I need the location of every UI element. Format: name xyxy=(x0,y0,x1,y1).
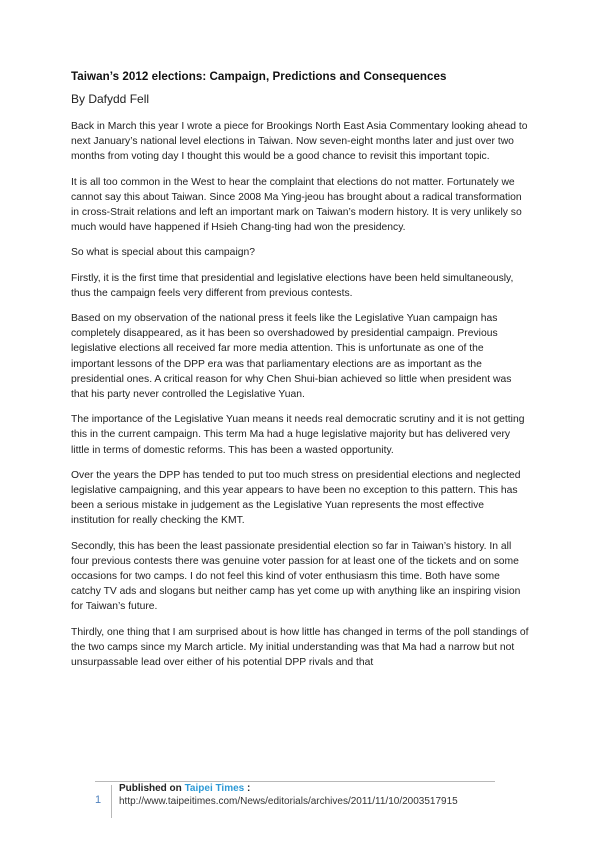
paragraph: So what is special about this campaign? xyxy=(71,247,255,259)
footer-colon: : xyxy=(244,783,251,794)
paragraph: The importance of the Legislative Yuan means it needs real democratic scrutiny and it is not getting this in the current campaign. This term Ma had a huge legislative majority but has delivered very little in terms of domestic reforms. This has been a wasted opportunity. xyxy=(71,414,525,456)
article xyxy=(71,70,529,680)
paragraph: Thirdly, one thing that I am surprised about is how little has changed in terms of the poll standings of the two camps since my March article. My initial understanding was that Ma had a narrow but not unsurpassable lead over either of his potential DPP rivals and that xyxy=(71,626,529,669)
article-title: Taiwan’s 2012 elections: Campaign, Predictions and Consequences xyxy=(71,70,447,83)
paragraph: Firstly, it is the first time that presidential and legislative elections have been held simultaneously, thus the campaign feels very different from previous contests. xyxy=(71,272,514,299)
published-label: Published on xyxy=(119,783,185,794)
paragraph: Secondly, this has been the least passionate presidential election so far in Taiwan’s history. In all four previous contests there was genuine voter passion for at least one of the tickets and on some occasions for two camps. I do not feel this kind of voter enthusiasm this time. Both have some catchy TV ads and slogans but neither camp has yet come up with anything like an inspiring vision for Taiwan’s future. xyxy=(71,540,521,613)
article-byline: By Dafydd Fell xyxy=(71,92,150,106)
paragraph: Based on my observation of the national press it feels like the Legislative Yuan campaign has completely disappeared, as it has been so overshadowed by presidential campaign. Previous legislative elections all received far more media attention. This is unfortunate as one of the important lessons of the DPP era was that parliamentary elections are as important as the presidential ones. A critical reason for why Chen Shui-bian achieved so little when president was that his party never controlled the Legislative Yuan. xyxy=(71,313,512,401)
source-url[interactable]: http://www.taipeitimes.com/News/editorials/archives/2011/11/10/2003517915 xyxy=(119,796,458,808)
paragraph: It is all too common in the West to hear the complaint that elections do not matter. Fortunately we cannot say this about Taiwan. Since 2008 Ma Ying-jeou has brought about a radical transformation in cross-Strait relations and left an important mark on Taiwan’s modern history. It is very unlikely so much would have happened if Hsieh Chang-ting had won the presidency. xyxy=(71,176,522,234)
paragraph: Over the years the DPP has tended to put too much stress on presidential elections and neglected legislative campaigning, and this year appears to have been no exception to this pattern. This has been a serious mistake in judgement as the Legislative Yuan represents the most effective institution for really checking the KMT. xyxy=(71,469,521,527)
source-link[interactable]: Taipei Times xyxy=(184,783,245,794)
paragraph: Back in March this year I wrote a piece for Brookings North East Asia Commentary looking ahead to next January’s national level elections in Taiwan. Now seven-eight months later and just over two months from voting day I thought this would be a good chance to revisit this important topic. xyxy=(71,121,528,163)
footer-source xyxy=(119,782,519,808)
page-number: 1 xyxy=(95,785,112,818)
footer-published-line xyxy=(119,782,519,795)
